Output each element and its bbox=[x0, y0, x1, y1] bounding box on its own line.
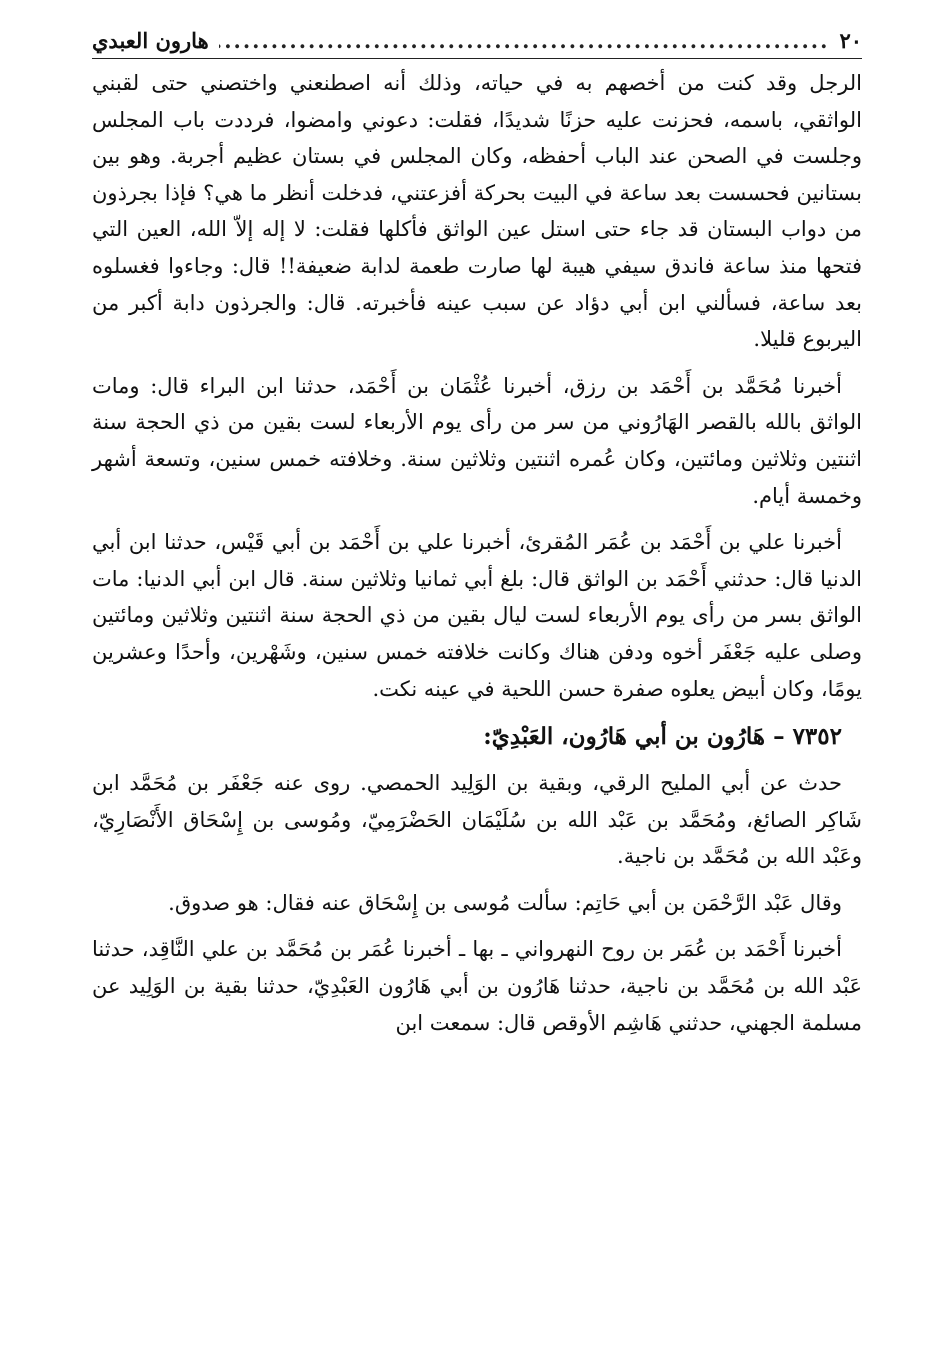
paragraph-continuation: الرجل وقد كنت من أخصهم به في حياته، وذلك أنه اصطنعني واختصني حتى لقبني الواثقي، باسمه، فحزنت عليه حزنًا شديدًا، فقلت: دعوني وامضوا، فرددت باب المجلس وجلست في الصحن عند الباب أحفظه، وكان المجلس في بستان عظيم أجربة. وهو بين بستانين فحسست بعد ساعة في البيت بحركة أفزعتني، فدخلت أنظر ما هي؟ فإذا بجرذون من دواب البستان قد جاء حتى استل عين الواثق فأكلها فقلت: لا إله إلاّ الله، العين التي فتحها منذ ساعة فاندق سيفي هيبة لها صارت طعمة لدابة ضعيفة!! قال: وجاءوا فغسلوه بعد ساعة، فسألني ابن أبي دؤاد عن سبب عينه فأخبرته. قال: والجرذون دابة أكبر من اليربوع قليلا. bbox=[92, 71, 862, 352]
paragraph-ibn-abi-dunya: أخبرنا علي بن أَحْمَد بن عُمَر المُقرئ، أخبرنا علي بن أَحْمَد بن أبي قَيْس، حدثنا ابن أبي الدنيا قال: حدثني أَحْمَد بن الواثق قال: بلغ أبي ثمانيا وثلاثين سنة. قال ابن أبي الدنيا: مات الواثق بسر من رأى يوم الأربعاء لست ليال بقين من ذي الحجة سنة اثنتين وثلاثين ومائتين وصلى عليه جَعْفَر أخوه ودفن هناك وكانت خلافته خمس سنين، وشَهْرين، وأحدًا وعشرين يومًا، وكان أبيض يعلوه صفرة حسن اللحية في عينه نكت. bbox=[92, 530, 862, 701]
running-head-title: هارون العبدي bbox=[92, 28, 209, 53]
entry-paragraph-isnad: أخبرنا أَحْمَد بن عُمَر بن روح النهرواني ـ بها ـ أخبرنا عُمَر بن مُحَمَّد بن علي النَّاقِد، حدثنا عَبْد الله بن مُحَمَّد بن ناجية، حدثنا هَارُون بن أبي هَارُون العَبْدِيّ، حدثنا بقية بن الوَلِيد عن مسلمة الجهني، حدثني هَاشِم الأوقص قال: سمعت ابن bbox=[92, 937, 862, 1035]
page-number: ٢٠ bbox=[839, 28, 862, 53]
entry-paragraph-narrators: حدث عن أبي المليح الرقي، وبقية بن الوَلِيد الحمصي. روى عنه جَعْفَر بن مُحَمَّد ابن شَاكِر الصائغ، ومُحَمَّد بن عَبْد الله بن سُلَيْمَان الحَضْرَمِيّ، ومُوسى بن إِسْحَاق الأَنْصَارِيّ، وعَبْد الله بن مُحَمَّد بن ناجية. bbox=[92, 771, 862, 869]
page-body bbox=[92, 65, 862, 1041]
book-page bbox=[92, 26, 862, 1346]
entry-heading: ٧٣٥٢ – هَارُون بن أبي هَارُون، العَبْدِيّ: bbox=[483, 723, 842, 751]
paragraph-death-report: أخبرنا مُحَمَّد بن أَحْمَد بن رزق، أخبرنا عُثْمَان بن أَحْمَد، حدثنا ابن البراء قال: ومات الواثق بالله بالقصر الهَارُوني من سر من رأى يوم الأربعاء لست بقين من ذي الحجة سنة اثنتين وثلاثين ومائتين، وكان عُمره اثنتين وثلاثين سنة. وخلافته خمس سنين، وتسعة أشهر وخمسة أيام. bbox=[92, 373, 862, 508]
leader-dots bbox=[219, 26, 830, 56]
entry-paragraph-assessment: وقال عَبْد الرَّحْمَن بن أبي حَاتِم: سألت مُوسى بن إِسْحَاق عنه فقال: هو صدوق. bbox=[168, 890, 842, 915]
running-head bbox=[92, 26, 862, 59]
